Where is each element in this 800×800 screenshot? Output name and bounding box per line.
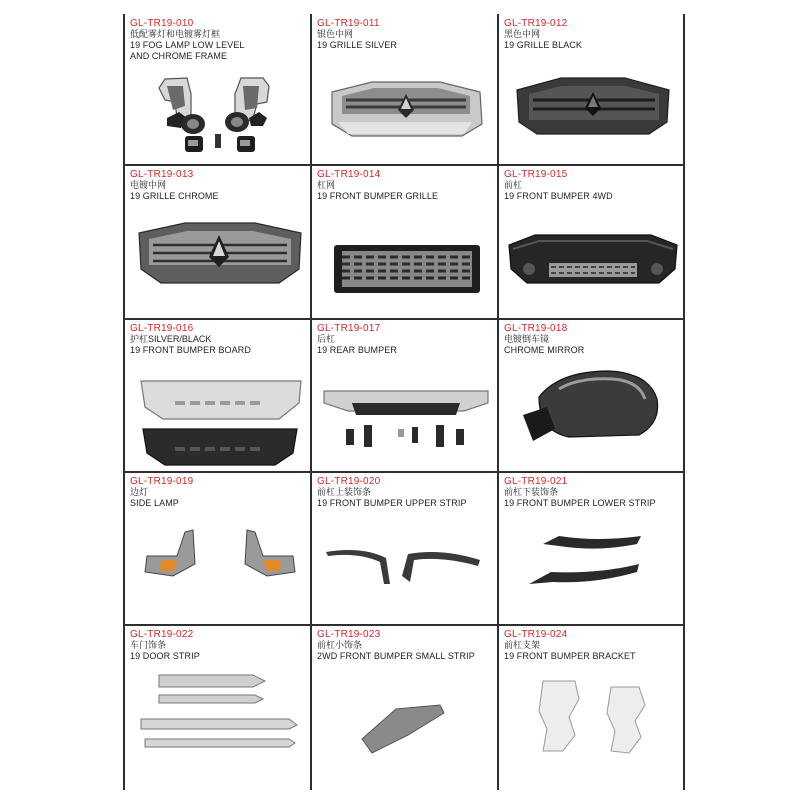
product-name-cn: 前杠小饰条	[317, 640, 363, 650]
product-name-en: 19 FRONT BUMPER LOWER STRIP	[504, 498, 656, 508]
product-name-cn: 前杠	[504, 180, 523, 190]
product-caption	[130, 476, 193, 509]
product-name-en: 19 GRILLE CHROME	[130, 191, 219, 201]
product-cell	[499, 165, 683, 315]
product-code: GL-TR19-014	[317, 169, 381, 180]
product-code: GL-TR19-023	[317, 629, 381, 640]
product-cell	[499, 319, 683, 469]
product-cell	[125, 625, 309, 775]
product-caption	[504, 476, 656, 509]
product-name-cn: 低配雾灯和电镀雾灯框	[130, 29, 221, 39]
product-name-cn: 电镀倒车镜	[504, 334, 550, 344]
product-code: GL-TR19-019	[130, 476, 194, 487]
product-cell	[125, 165, 309, 315]
product-cell	[312, 14, 496, 164]
product-name-cn: 前杠下装饰条	[504, 487, 559, 497]
product-code: GL-TR19-018	[504, 323, 568, 334]
product-name-en: 19 FRONT BUMPER GRILLE	[317, 191, 439, 201]
product-caption	[130, 323, 251, 356]
product-cell	[499, 625, 683, 775]
product-name-cn: 车门饰条	[130, 640, 167, 650]
product-name-en: 19 DOOR STRIP	[130, 651, 200, 661]
product-caption	[317, 476, 467, 509]
product-cell	[125, 14, 309, 164]
product-caption	[130, 629, 200, 662]
product-caption	[317, 18, 397, 51]
product-name-en: SIDE LAMP	[130, 498, 179, 508]
product-name-cn: 前杠上装饰条	[317, 487, 372, 497]
product-cell	[499, 14, 683, 164]
product-name-en: 19 FRONT BUMPER UPPER STRIP	[317, 498, 467, 508]
product-cell	[312, 472, 496, 622]
product-code: GL-TR19-021	[504, 476, 568, 487]
product-cell	[125, 319, 309, 469]
product-caption	[130, 169, 219, 202]
product-name-cn: 杠网	[317, 180, 336, 190]
product-code: GL-TR19-020	[317, 476, 381, 487]
product-cell	[499, 472, 683, 622]
product-name-cn: 护杠SILVER/BLACK	[130, 334, 212, 344]
product-name-cn: 银色中网	[317, 29, 354, 39]
product-name-en: 19 FRONT BUMPER 4WD	[504, 191, 613, 201]
product-caption	[504, 323, 584, 356]
product-name-en: 2WD FRONT BUMPER SMALL STRIP	[317, 651, 475, 661]
product-caption	[504, 629, 636, 662]
product-name-cn: 前杠支架	[504, 640, 541, 650]
product-code: GL-TR19-024	[504, 629, 568, 640]
product-cell	[312, 165, 496, 315]
product-code: GL-TR19-010	[130, 18, 194, 29]
product-name-en: CHROME MIRROR	[504, 345, 585, 355]
product-name-cn: 后杠	[317, 334, 336, 344]
product-name-cn: 电镀中网	[130, 180, 167, 190]
product-name-en: AND CHROME FRAME	[130, 51, 228, 61]
product-code: GL-TR19-012	[504, 18, 568, 29]
product-name-cn: 黑色中网	[504, 29, 541, 39]
product-name-en: 19 FRONT BUMPER BRACKET	[504, 651, 636, 661]
product-catalog-grid	[123, 14, 685, 790]
product-code: GL-TR19-017	[317, 323, 381, 334]
product-caption	[317, 629, 475, 662]
product-code: GL-TR19-013	[130, 169, 194, 180]
grid-line	[683, 14, 685, 790]
product-code: GL-TR19-011	[317, 18, 380, 29]
product-caption	[130, 18, 244, 62]
product-name-en: 19 GRILLE SILVER	[317, 40, 397, 50]
product-code: GL-TR19-016	[130, 323, 194, 334]
product-cell	[312, 319, 496, 469]
product-name-en: 19 FRONT BUMPER BOARD	[130, 345, 251, 355]
product-name-en: 19 REAR BUMPER	[317, 345, 397, 355]
product-caption	[504, 169, 613, 202]
product-name-en: 19 FOG LAMP LOW LEVEL	[130, 40, 245, 50]
product-cell	[312, 625, 496, 775]
product-name-cn: 边灯	[130, 487, 149, 497]
product-caption	[504, 18, 582, 51]
product-name-en: 19 GRILLE BLACK	[504, 40, 583, 50]
product-code: GL-TR19-015	[504, 169, 568, 180]
product-code: GL-TR19-022	[130, 629, 194, 640]
product-caption	[317, 169, 438, 202]
product-caption	[317, 323, 397, 356]
product-cell	[125, 472, 309, 622]
